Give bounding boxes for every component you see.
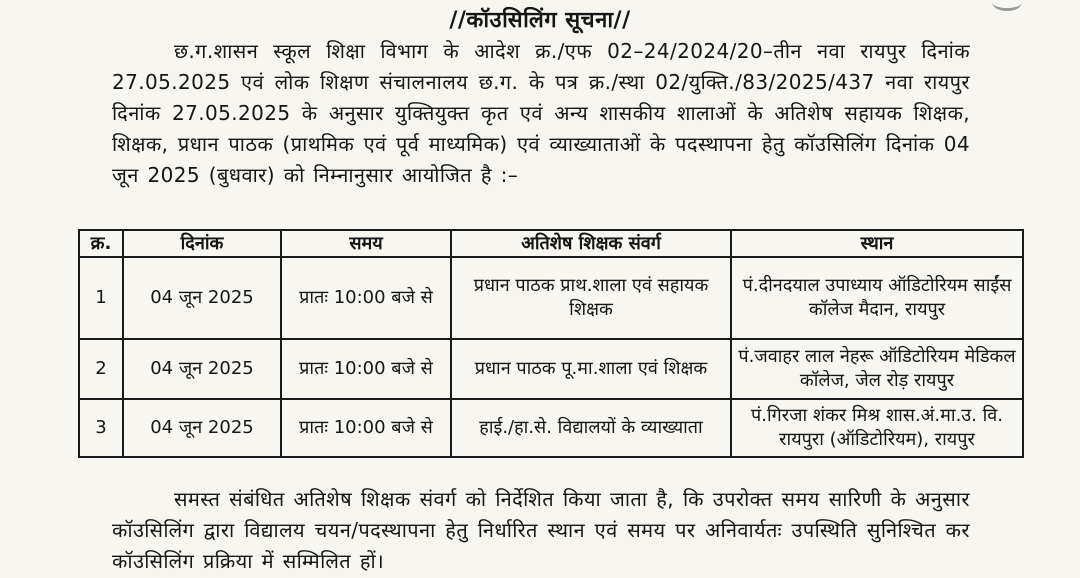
cell-time: प्रातः 10:00 बजे से bbox=[281, 399, 451, 457]
header-time: समय bbox=[281, 230, 451, 257]
header-venue: स्थान bbox=[731, 230, 1023, 257]
cell-date: 04 जून 2025 bbox=[123, 339, 281, 399]
cell-cadre: प्रधान पाठक पू.मा.शाला एवं शिक्षक bbox=[451, 339, 731, 399]
cell-date: 04 जून 2025 bbox=[123, 399, 281, 457]
notice-heading: //कॉउसिलिंग सूचना// bbox=[449, 8, 631, 33]
cell-cadre: प्रधान पाठक प्राथ.शाला एवं सहायक शिक्षक bbox=[451, 257, 731, 339]
cell-venue: पं.गिरजा शंकर मिश्र शास.अं.मा.उ. वि. रायपुरा (ऑडिटोरियम), रायपुर bbox=[731, 399, 1023, 457]
cell-serial: 3 bbox=[79, 399, 123, 457]
cell-date: 04 जून 2025 bbox=[123, 257, 281, 339]
cell-cadre: हाई./हा.से. विद्यालयों के व्याख्याता bbox=[451, 399, 731, 457]
counselling-schedule-table bbox=[78, 229, 1024, 458]
cell-serial: 1 bbox=[79, 257, 123, 339]
table-row bbox=[79, 339, 1023, 399]
table-row bbox=[79, 257, 1023, 339]
table-row bbox=[79, 399, 1023, 457]
table-header-row bbox=[79, 230, 1023, 257]
cell-time: प्रातः 10:00 बजे से bbox=[281, 339, 451, 399]
cell-venue: पं.दीनदयाल उपाध्याय ऑडिटोरियम साईंस कॉलेज मैदान, रायपुर bbox=[731, 257, 1023, 339]
cell-serial: 2 bbox=[79, 339, 123, 399]
intro-paragraph: छ.ग.शासन स्कूल शिक्षा विभाग के आदेश क्र./एफ 02–24/2024/20–तीन नवा रायपुर दिनांक 27.05.2025 एवं लोक शिक्षण संचालनालय छ.ग. के पत्र क्र./स्था 02/युक्ति./83/2025/437 नवा रायपुर दिनांक 27.05.2025 के अनुसार युक्तियुक्त कृत एवं अन्य शासकीय शालाओं के अतिशेष सहायक शिक्षक, शिक्षक, प्रधान पाठक (प्राथमिक एवं पूर्व माध्यमिक) एवं व्याख्याताओं के पदस्थापना हेतु कॉउसिलिंग दिनांक 04 जून 2025 (बुधवार) को निम्नानुसार आयोजित है :– bbox=[112, 39, 970, 187]
header-serial: क्र. bbox=[79, 230, 123, 257]
cell-time: प्रातः 10:00 बजे से bbox=[281, 257, 451, 339]
header-date: दिनांक bbox=[123, 230, 281, 257]
header-cadre: अतिशेष शिक्षक संवर्ग bbox=[451, 230, 731, 257]
cell-venue: पं.जवाहर लाल नेहरू ऑडिटोरियम मेडिकल कॉलेज, जेल रोड़ रायपुर bbox=[731, 339, 1023, 399]
closing-paragraph: समस्त संबंधित अतिशेष शिक्षक संवर्ग को निर्देशित किया जाता है, कि उपरोक्त समय सारिणी के अनुसार कॉउसिलिंग द्वारा विद्यालय चयन/पदस्थापना हेतु निर्धारित स्थान एवं समय पर अनिवार्यतः उपस्थिति सुनिश्चित कर कॉउसिलिंग प्रक्रिया में सम्मिलित हों। bbox=[112, 487, 970, 573]
